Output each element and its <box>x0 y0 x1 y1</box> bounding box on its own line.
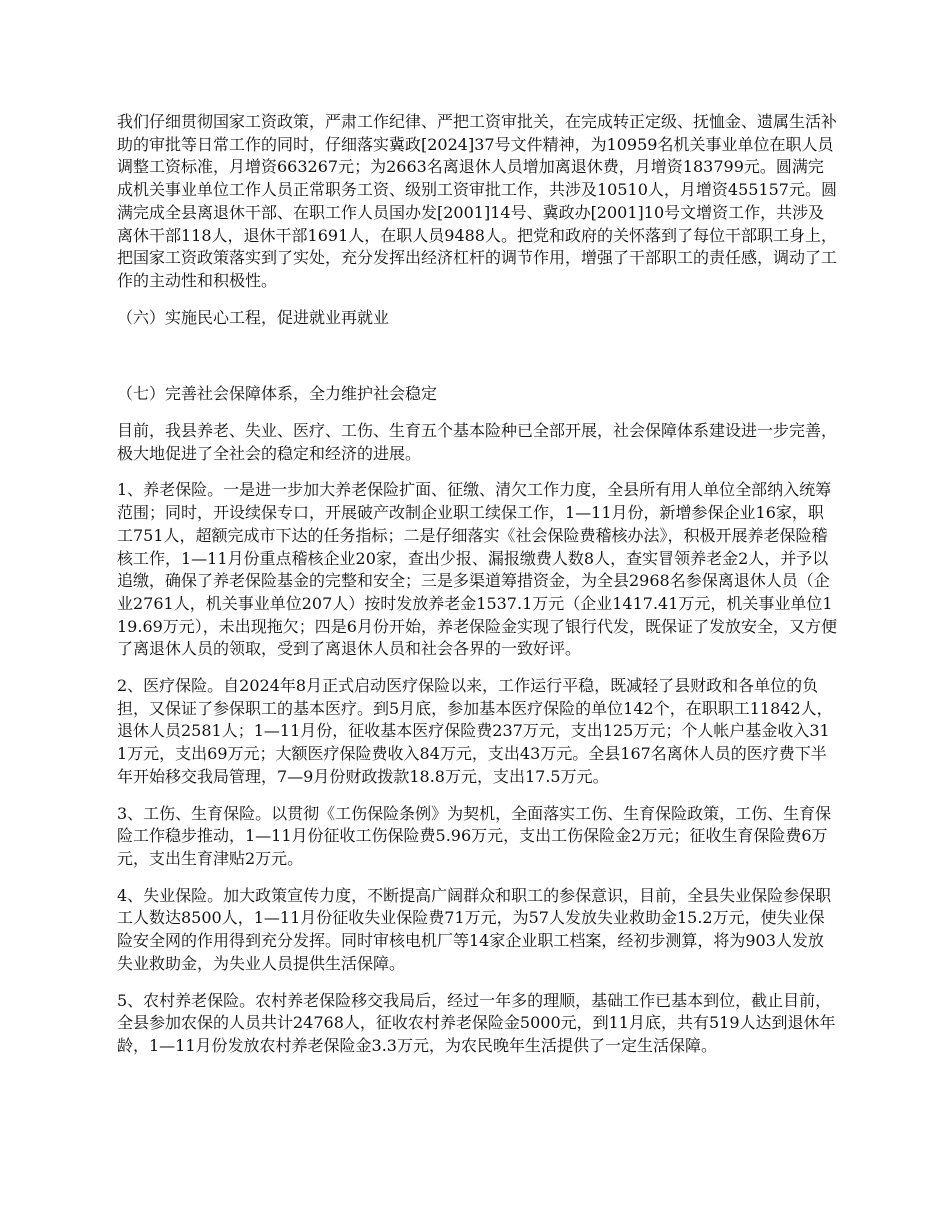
blank-space <box>117 343 839 383</box>
paragraph-pension-insurance: 1、养老保险。一是进一步加大养老保险扩面、征缴、清欠工作力度，全县所有用人单位全部纳入统筹范围；同时，开设续保专口，开展破产改制企业职工续保工作，1—11月份，新增参保企业16家，职工751人，超额完成市下达的任务指标；二是仔细落实《社会保险费稽核办法》，积极开展养老保险稽核工作，1—11月份重点稽核企业20家，查出少报、漏报缴费人数8人，查实冒领养老金2人，并予以追缴，确保了养老保险基金的完整和安全；三是多渠道筹措资金，为全县2968名参保离退休人员（企业2761人，机关事业单位207人）按时发放养老金1537.1万元（企业1417.41万元，机关事业单位119.69万元），未出现拖欠；四是6月份开始，养老保险金实现了银行代发，既保证了发放安全，又方便了离退休人员的领取，受到了离退休人员和社会各界的一致好评。 <box>117 480 837 659</box>
paragraph-social-security-overview: 目前，我县养老、失业、医疗、工伤、生育五个基本险种已全部开展，社会保障体系建设进一步完善，极大地促进了全社会的稳定和经济的进展。 <box>117 421 838 463</box>
document-body <box>117 111 839 1072</box>
paragraph-wage-policy: 我们仔细贯彻国家工资政策，严肃工作纪律、严把工资审批关，在完成转正定级、抚恤金、遗属生活补助的审批等日常工作的同时，仔细落实冀政[2024]37号文件精神，为10959名机关事业单位在职人员调整工资标准，月增资663267元；为2663名离退休人员增加离退休费，月增资183799元。圆满完成机关事业单位工作人员正常职务工资、级别工资审批工作，共涉及10510人，月增资455157元。圆满完成全县离退休干部、在职工作人员国办发[2001]14号、冀政办[2001]10号文增资工作，共涉及离休干部118人，退休干部1691人，在职人员9488人。把党和政府的关怀落到了每位干部职工身上，把国家工资政策落实到了实处，充分发挥出经济杠杆的调节作用，增强了干部职工的责任感，调动了工作的主动性和积极性。 <box>117 112 838 290</box>
paragraph-injury-maternity-insurance: 3、工伤、生育保险。以贯彻《工伤保险条例》为契机，全面落实工伤、生育保险政策，工伤、生育保险工作稳步推动，1—11月份征收工伤保险费5.96万元，支出工伤保险金2万元；征收生育保险费6万元，支出生育津贴2万元。 <box>117 803 832 868</box>
paragraph-unemployment-insurance: 4、失业保险。加大政策宣传力度，不断提高广阔群众和职工的参保意识，目前，全县失业保险参保职工人数达8500人，1—11月份征收失业保险费71万元，为57人发放失业救助金15.2万元，使失业保险安全网的作用得到充分发挥。同时审核电机厂等14家企业职工档案，经初步测算，将为903人发放失业救助金，为失业人员提供生活保障。 <box>117 885 832 973</box>
paragraph-rural-pension-insurance: 5、农村养老保险。农村养老保险移交我局后，经过一年多的理顺，基础工作已基本到位，截止目前，全县参加农保的人员共计24768人，征收农村养老保险金5000元，到11月底，共有519人达到退休年龄，1—11月份发放农村养老保险金3.3万元，为农民晚年生活提供了一定生活保障。 <box>117 990 836 1055</box>
section-heading-seven: （七）完善社会保障体系，全力维护社会稳定 <box>117 384 438 404</box>
paragraph-medical-insurance: 2、医疗保险。自2024年8月正式启动医疗保险以来，工作运行平稳，既减轻了县财政和各单位的负担，又保证了参保职工的基本医疗。到5月底，参加基本医疗保险的单位142个，在职职工11842人，退休人员2581人；1—11月份，征收基本医疗保险费237万元，支出125万元；个人帐户基金收入311万元，支出69万元；大额医疗保险费收入84万元，支出43万元。全县167名离休人员的医疗费下半年开始移交我局管理，7—9月份财政拨款18.8万元，支出17.5万元。 <box>117 676 833 786</box>
section-heading-six: （六）实施民心工程，促进就业再就业 <box>117 307 390 327</box>
